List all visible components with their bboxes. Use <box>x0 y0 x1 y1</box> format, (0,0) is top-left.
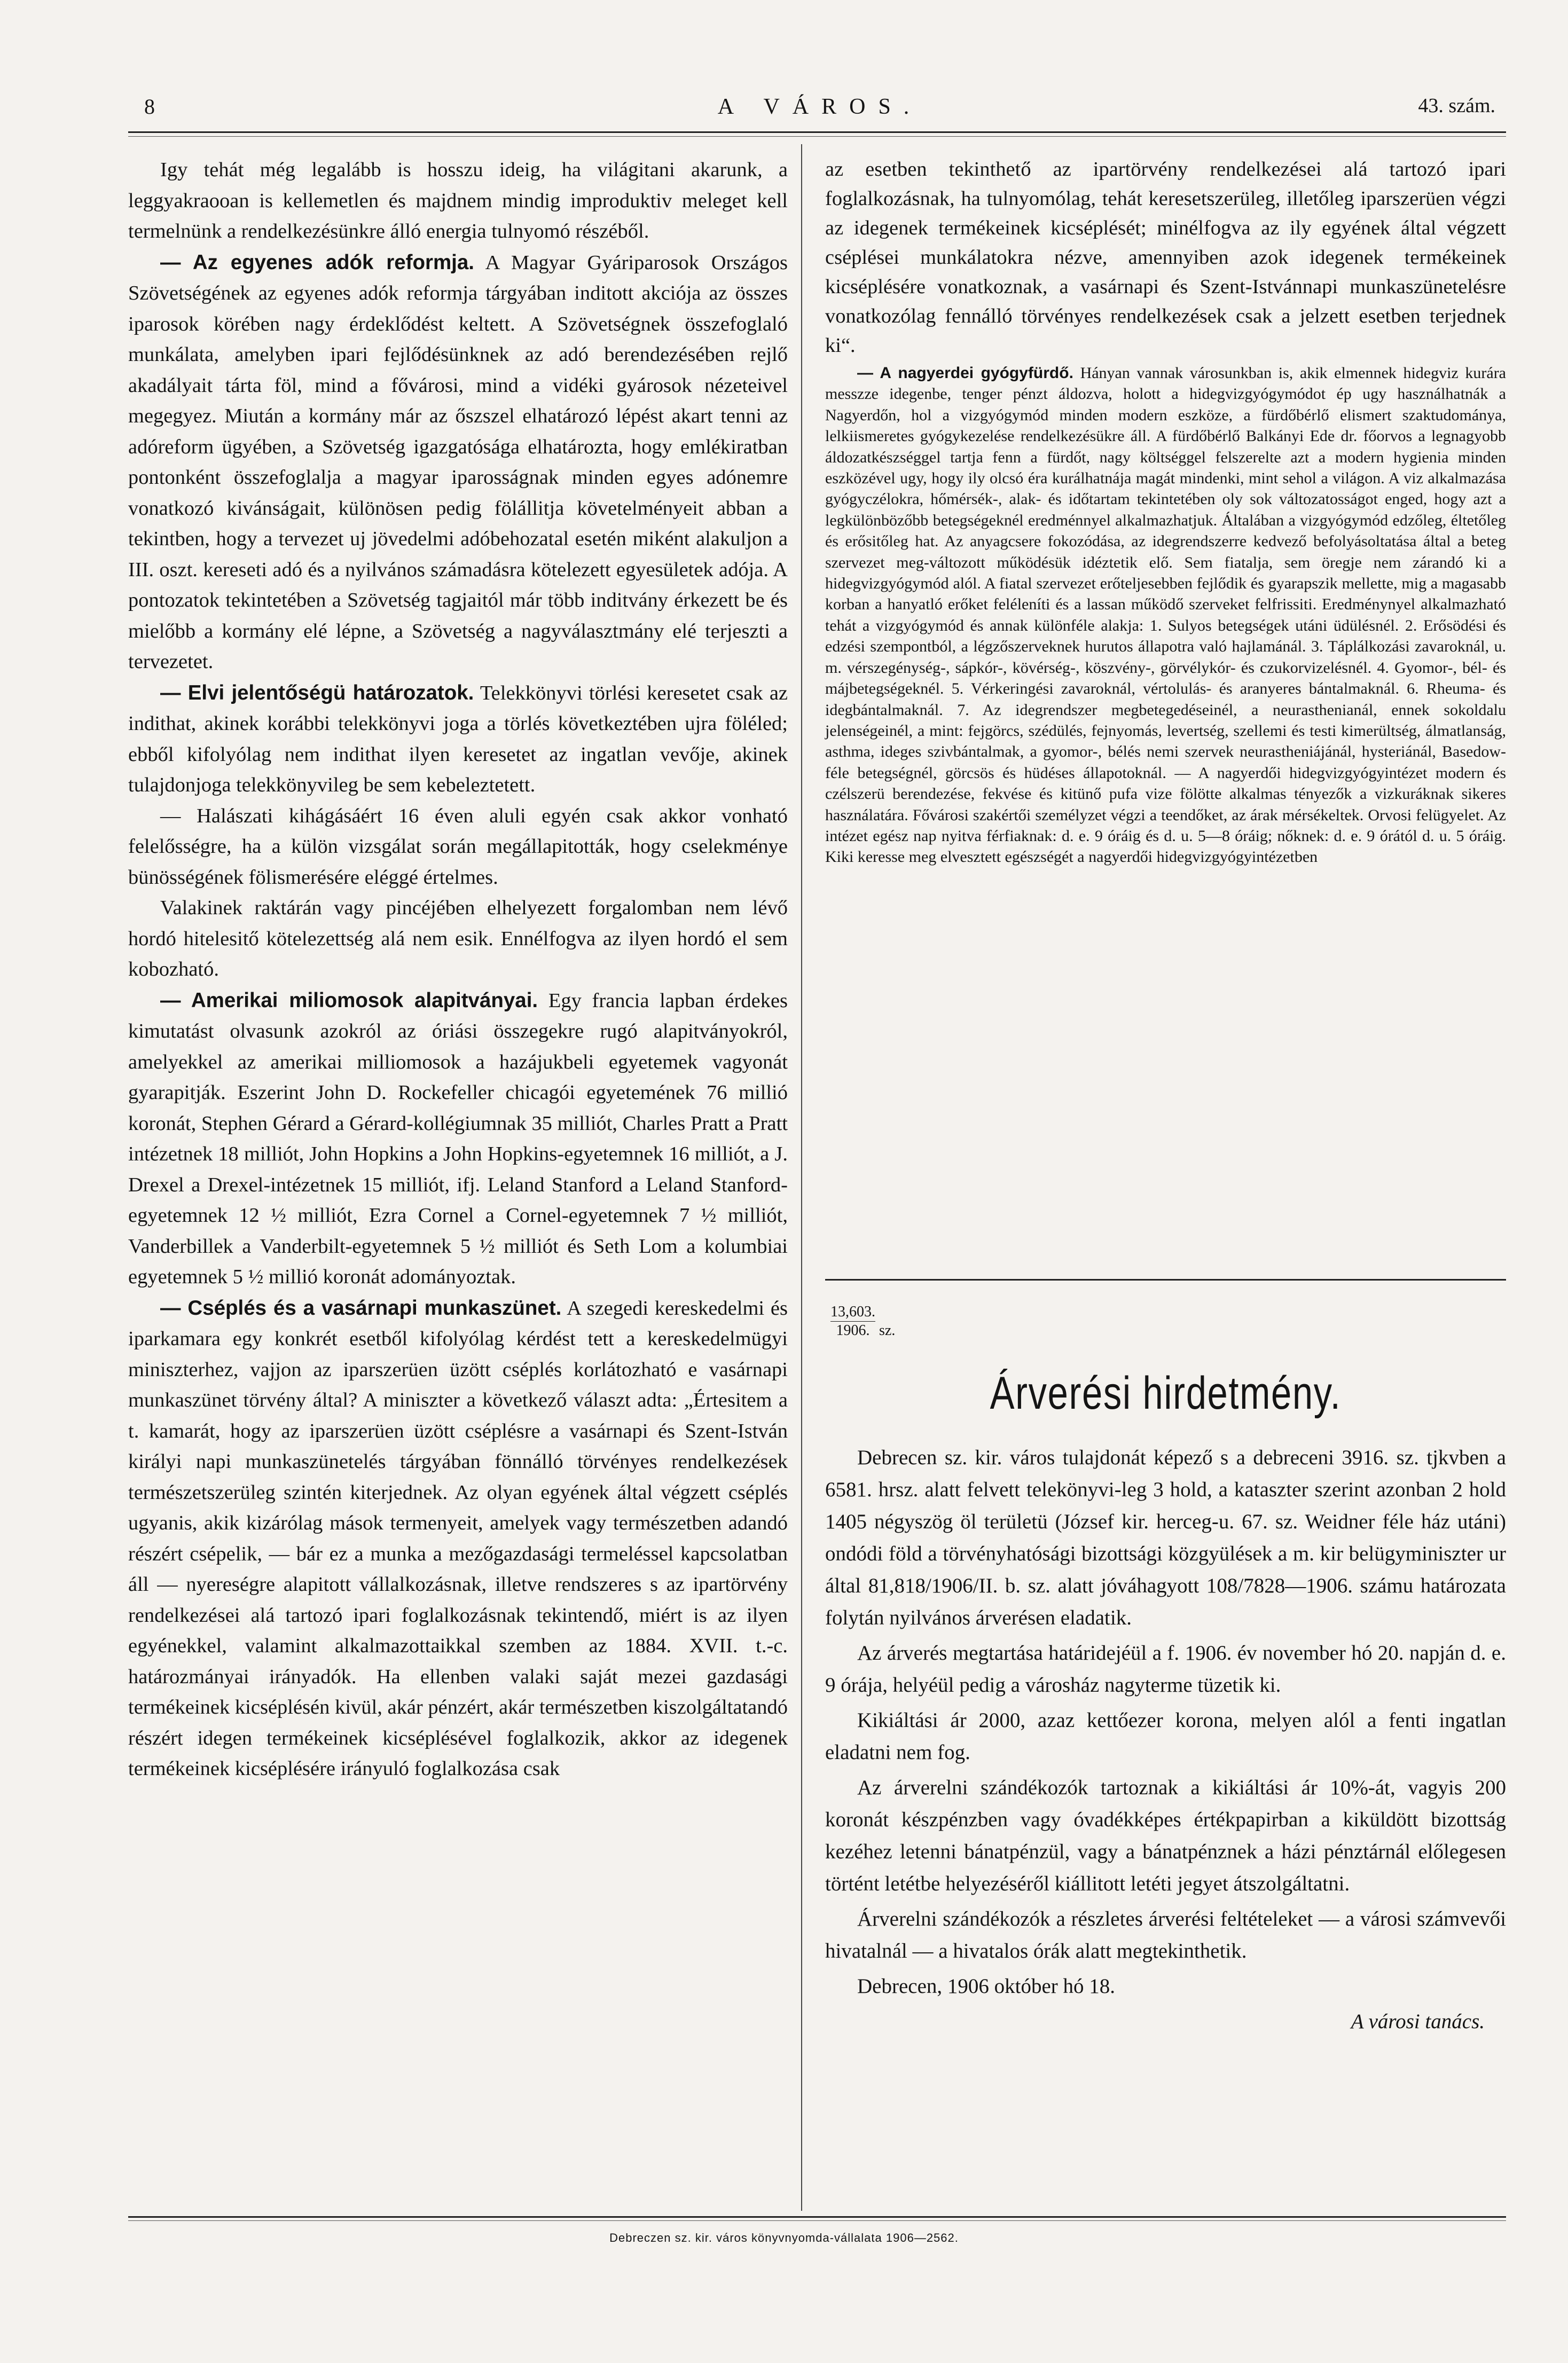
article-millionaires <box>128 985 788 1293</box>
auction-title: Árverési hirdetmény. <box>990 1368 1342 1419</box>
article-barrels: Valakinek raktárán vagy pincéjében elhelyezett forgalomban nem lévő hordó hitelesitő kötelezettség alá nem esik. Ennélfogva az ilyen hordó el sem kobozható. <box>128 897 788 980</box>
column-divider <box>801 144 802 2211</box>
ref-year: 1906. <box>836 1322 870 1339</box>
auction-notice <box>825 1442 1506 2041</box>
auction-signature: A városi tanács. <box>1351 2010 1485 2033</box>
article-rulings <box>128 678 788 801</box>
ref-suffix: sz. <box>879 1322 896 1339</box>
ref-fraction <box>830 1303 875 1340</box>
ref-number: 13,603. <box>830 1303 875 1322</box>
reference-number <box>830 1303 895 1340</box>
right-column <box>825 155 1506 868</box>
header-rule-thin <box>128 136 1506 137</box>
auction-para: Debrecen sz. kir. város tulajdonát képező s a debreceni 3916. sz. tjkvben a 6581. hrsz. alatt felvett telekönyvi-leg 3 hold, a kataszter szerint azonban 2 hold 1405 négyszög öl területü (József kir. herceg-u. 67. sz. Weidner féle ház utáni) ondódi föld a törvényhatósági bizottsági közgyülések a m. kir belügyminiszter ur által 81,818/1906/II. b. sz. alatt jóváhagyott 108/7828—1906. számu határozata folytán nyilvános árverésen eladatik. <box>825 1446 1506 1629</box>
article-threshing <box>128 1293 788 1785</box>
article-body: Hányan vannak városunkban is, akik elmennek hidegviz kurára messzze idegenbe, tenger pénzt áldozva, holott a hidegvizgyógymódot ép ugy használhatnák a Nagyerdőn, hol a vizgyógymód minden modern eszköze, a fürdőbérlő elismert szaktudománya, lelkiismeretes gyógykezelése rendelkezésükre áll. A fürdőbérlő Balkányi Ede dr. főorvos a legnagyobb áldozatkészséggel tartja fenn a fürdőt, nagy költséggel felszerelte azt a modern hygienia minden eszközével ugy, hogy ily olcsó éra kurálhatnája magát mindenki, mint sehol a világon. A viz alkalmazása gyógyczélokra, hőmérsék-, alak- és időtartam tekintetében oly sok változatosságot enged, hogy azt a legkülönbözőbb betegségeknél eredménnyel alkalmazhatjuk. Általában a vizgyógymód edzőleg, éltetőleg és erősitőleg hat. Az anyagcsere fokozódása, az idegrendszerre kedvező befolyásoltatása által a beteg szervezet meg-változott működésük idéztetik elő. Sem fiatalja, sem öregje nem zárandó ki a hidegvizgyógymód alól. A fiatal szervezet erőteljesebben fejlődik és gyarapszik mellette, mig a magasabb korban a hanyatló erőket feléleníti és a lassan működő szerveket felfrissiti. Eredménynyel alkalmazható tehát a vizgyógymód és annak különféle alakja: 1. Sulyos betegségek utáni üdülésnél. 2. Erősödési és edzési szempontból, a légzőszerveknek hurutos állapotra való hajlamánál. 3. Táplálkozási zavaroknál, u. m. vérszegénység-, sápkór-, kövérség-, köszvény-, görvélykór- és czukorvizelésnél. 4. Gyomor-, bél- és májbetegségeknél. 5. Vérkeringési zavaroknál, vértolulás- és aranyeres bántalmaknál. 6. Rheuma- és idegbántalmaknál. 7. Az idegrendszer megbetegedéseinél, a neurasthenianál, ennek sokoldalu jelenségeinél, a mint: fejgörcs, szédülés, fejnyomás, levertség, szellemi és testi kimerültség, álmatlanság, asthma, ideges szivbántalmak, a gyomor-, bélés nemi szervek neurastheniájánál, hysteriánál, Basedow-féle betegségnél, görcsös és hüdéses állapotoknál. — A nagyerdői hidegvizgyógyintézet modern és czélszerü berendezése, fekvése és kitünő pufa vize fölötte alkalmas tényezők a vizkuráknak sikeres használatára. Fővárosi szakértői személyzet végzi a teendőket, az árak mérsékeltek. Orvosi felügyelet. Az intézet egész nap nyitva férfiaknak: d. e. 9 óráig és d. u. 5—8 óráig; nőknek: d. e. 9 órától d. u. 5 óráig. Kiki keresse meg elvesztett egészségét a nagyerdői hidegvizgyógyintézetben <box>825 364 1506 866</box>
issue-number: 43. szám. <box>1418 95 1495 117</box>
auction-date: Debrecen, 1906 október hó 18. <box>857 1975 1116 1998</box>
article-fishing: — Halászati kihágásáért 16 éven aluli egyén csak akkor vonható felelősségre, ha a külön vizsgálat során megállapitották, hogy cselekménye bünösségének fölismerésére eléggé értelmes. <box>128 804 788 889</box>
article-tax-reform <box>128 247 788 678</box>
auction-para: Árverelni szándékozók a részletes árverési feltételeket — a városi számvevői hivatalnál — a hivatalos órák alatt megtekinthetik. <box>825 1907 1506 1962</box>
article-body: A szegedi kereskedelmi és iparkamara egy konkrét esetből kifolyólag kérdést tett a kereskedelmügyi miniszterhez, vajjon az iparszerüen üzött cséplés korlátozható e vasárnapi munkaszünet törvény által? A miniszter a következő választ adta: „Értesitem a t. kamarát, hogy az iparszerüen üzött cséplésre a vasárnapi és Szent-István királyi napi munkaszünetelés tárgyában fönnálló törvényes rendelkezések természetszerüleg szintén kiterjednek. Az olyan egyének által végzett cséplés ugyanis, akik kizárólag mások termenyeit, amelyek vagy természetben adandó részért csépelik, — bár ez a munka a mezőgazdasági termeléssel kapcsolatban áll — nyereségre alapitott vállalkozásnak, illetve rendszeres s az ipartörvény rendelkezései alá tartozó ipari foglalkozásnak tekintendő, miért is az ilyen egyénekkel, valamint alkalmazottaikkal szemben az 1884. XVII. t.-c. határozmányai irányadók. Ha ellenben valaki saját mezei gazdasági termékeinek kicséplésén kivül, akár pénzért, akár természetben kiszolgáltatandó részért idegen termékeinek kicséplésével foglalkozik, akkor az idegenek termékeinek kicséplésére irányuló foglalkozása csak <box>128 1297 788 1780</box>
article-heading: — Cséplés és a vasárnapi munkaszünet. <box>160 1296 562 1320</box>
article-heading: — A nagyerdei gyógyfürdő. <box>857 364 1073 382</box>
footer-rule-thin <box>128 2220 1506 2221</box>
article-body: Telekkönyvi törlési keresetet csak az indithat, akinek korábbi telekkönyvi joga a törlés következtében ujra föléled; ebből kifolyólag nem indithat ilyen keresetet az ingatlan vevője, akinek tulajdonjoga telekkönyvileg be sem kebeleztetett. <box>128 681 788 796</box>
article-body: A Magyar Gyáriparosok Országos Szövetségének az egyenes adók reformja tárgyában inditott akciója az összes iparosok körében nagy érdeklődést keltett. A Szövetségnek összefoglaló munkálata, amelyben ipari fejlődésünknek az adó berendezésében rejlő akadályait tárta föl, mind a fővárosi, mind a vidéki gyárosok nézeteivel megegyez. Miután a kormány már az őszszel elhatározó lépést akart tenni az adóreform ügyében, a Szövetség igazgatósága elhatározta, hogy emlékiratban pontonként összefoglalja a magyar iparosságnak minden egyes adónemre vonatkozó kivánságait, különösen pedig fölállitja követelményeit abban a tekintben, hogy a tervezet uj jövedelmi adóbehozatal esetén miként alakuljon a III. oszt. kereseti adó és a nyilvános számadásra kötelezett egyesületek adója. A pontozatok tekintetében a Szövetség tagjaitól már több inditvány érkezett be és mielőbb a kormány elé lépne, a Szövetség a nagyválasztmány elé terjeszti a tervezetet. <box>128 251 788 673</box>
auction-para: Kikiáltási ár 2000, azaz kettőezer korona, melyen alól a fenti ingatlan eladatni nem fog. <box>825 1709 1506 1764</box>
article-threshing-cont: az esetben tekinthető az ipartörvény rendelkezései alá tartozó ipari foglalkozásnak, ha tulnyomólag, tehát keresetszerüleg, illetőleg iparszerüen végzi az idegenek termékeinek kicséplését; minélfogva az ily egyének által végzett cséplései munkálatokra nézve, amennyiben azok idegenek termékeinek kicséplésére vonatkoznak, a vasárnapi és Szent-Istvánnapi munkaszünetelésre vonatkozólag fennálló törvényes rendelkezések csak a jelzett esetben terjednek ki“. <box>825 158 1506 357</box>
article-heading: — Elvi jelentőségü határozatok. <box>160 681 474 704</box>
article-energy: Igy tehát még legalább is hosszu ideig, ha világitani akarunk, a leggyakraooan is kellemetlen és majdnem mindig improduktiv meleget kell termelnünk a rendelkezésünkre álló energia tulnyomó részéből. <box>128 159 788 242</box>
left-column <box>128 155 788 1785</box>
article-spa <box>825 363 1506 868</box>
article-heading: — Az egyenes adók reformja. <box>160 250 474 274</box>
article-heading: — Amerikai miliomosok alapitványai. <box>160 988 538 1012</box>
footer-rule <box>128 2216 1506 2218</box>
page-header <box>144 94 1495 124</box>
header-rule <box>128 131 1506 133</box>
printer-imprint: Debreczen sz. kir. város könyvnyomda-vállalata 1906—2562. <box>609 2231 959 2244</box>
section-divider <box>825 1279 1506 1281</box>
page-number: 8 <box>144 95 155 119</box>
auction-para: Az árverelni szándékozók tartoznak a kikiáltási ár 10%-át, vagyis 200 koronát készpénzben vagy óvadékképes értékpapirban a kiküldött bizottság kezéhez letenni bánatpénzül, vagy a bánatpénznek a házi pénztárnál előlegesen történt letétbe helyezéséről kiállitott letéti jegyet átszolgáltatni. <box>825 1776 1506 1895</box>
newspaper-title: A VÁROS. <box>717 95 922 119</box>
article-body: Egy francia lapban érdekes kimutatást olvasunk azokról az óriási összegekre rugó alapitványokról, amelyekkel az amerikai milliomosok a hazájukbeli egyetemek vagyonát gyarapitják. Eszerint John D. Rockefeller chicagói egyetemének 76 millió koronát, Stephen Gérard a Gérard-kollégiumnak 35 milliót, Charles Pratt a Pratt intézetnek 18 milliót, John Hopkins a John Hopkins-egyetemnek 16 milliót, a J. Drexel a Drexel-intézetnek 15 milliót, ifj. Leland Stanford a Leland Stanford-egyetemnek 12 ½ milliót, Ezra Cornel a Cornel-egyetemnek 7 ½ milliót, Vanderbillek a Vanderbilt-egyetemnek 5 ½ milliót és Seth Lom a kolumbiai egyetemnek 5 ½ millió koronát adományoztak. <box>128 989 788 1288</box>
auction-para: Az árverés megtartása határidejéül a f. 1906. év november hó 20. napján d. e. 9 órája, helyéül pedig a városház nagyterme tüzetik ki. <box>825 1642 1506 1697</box>
